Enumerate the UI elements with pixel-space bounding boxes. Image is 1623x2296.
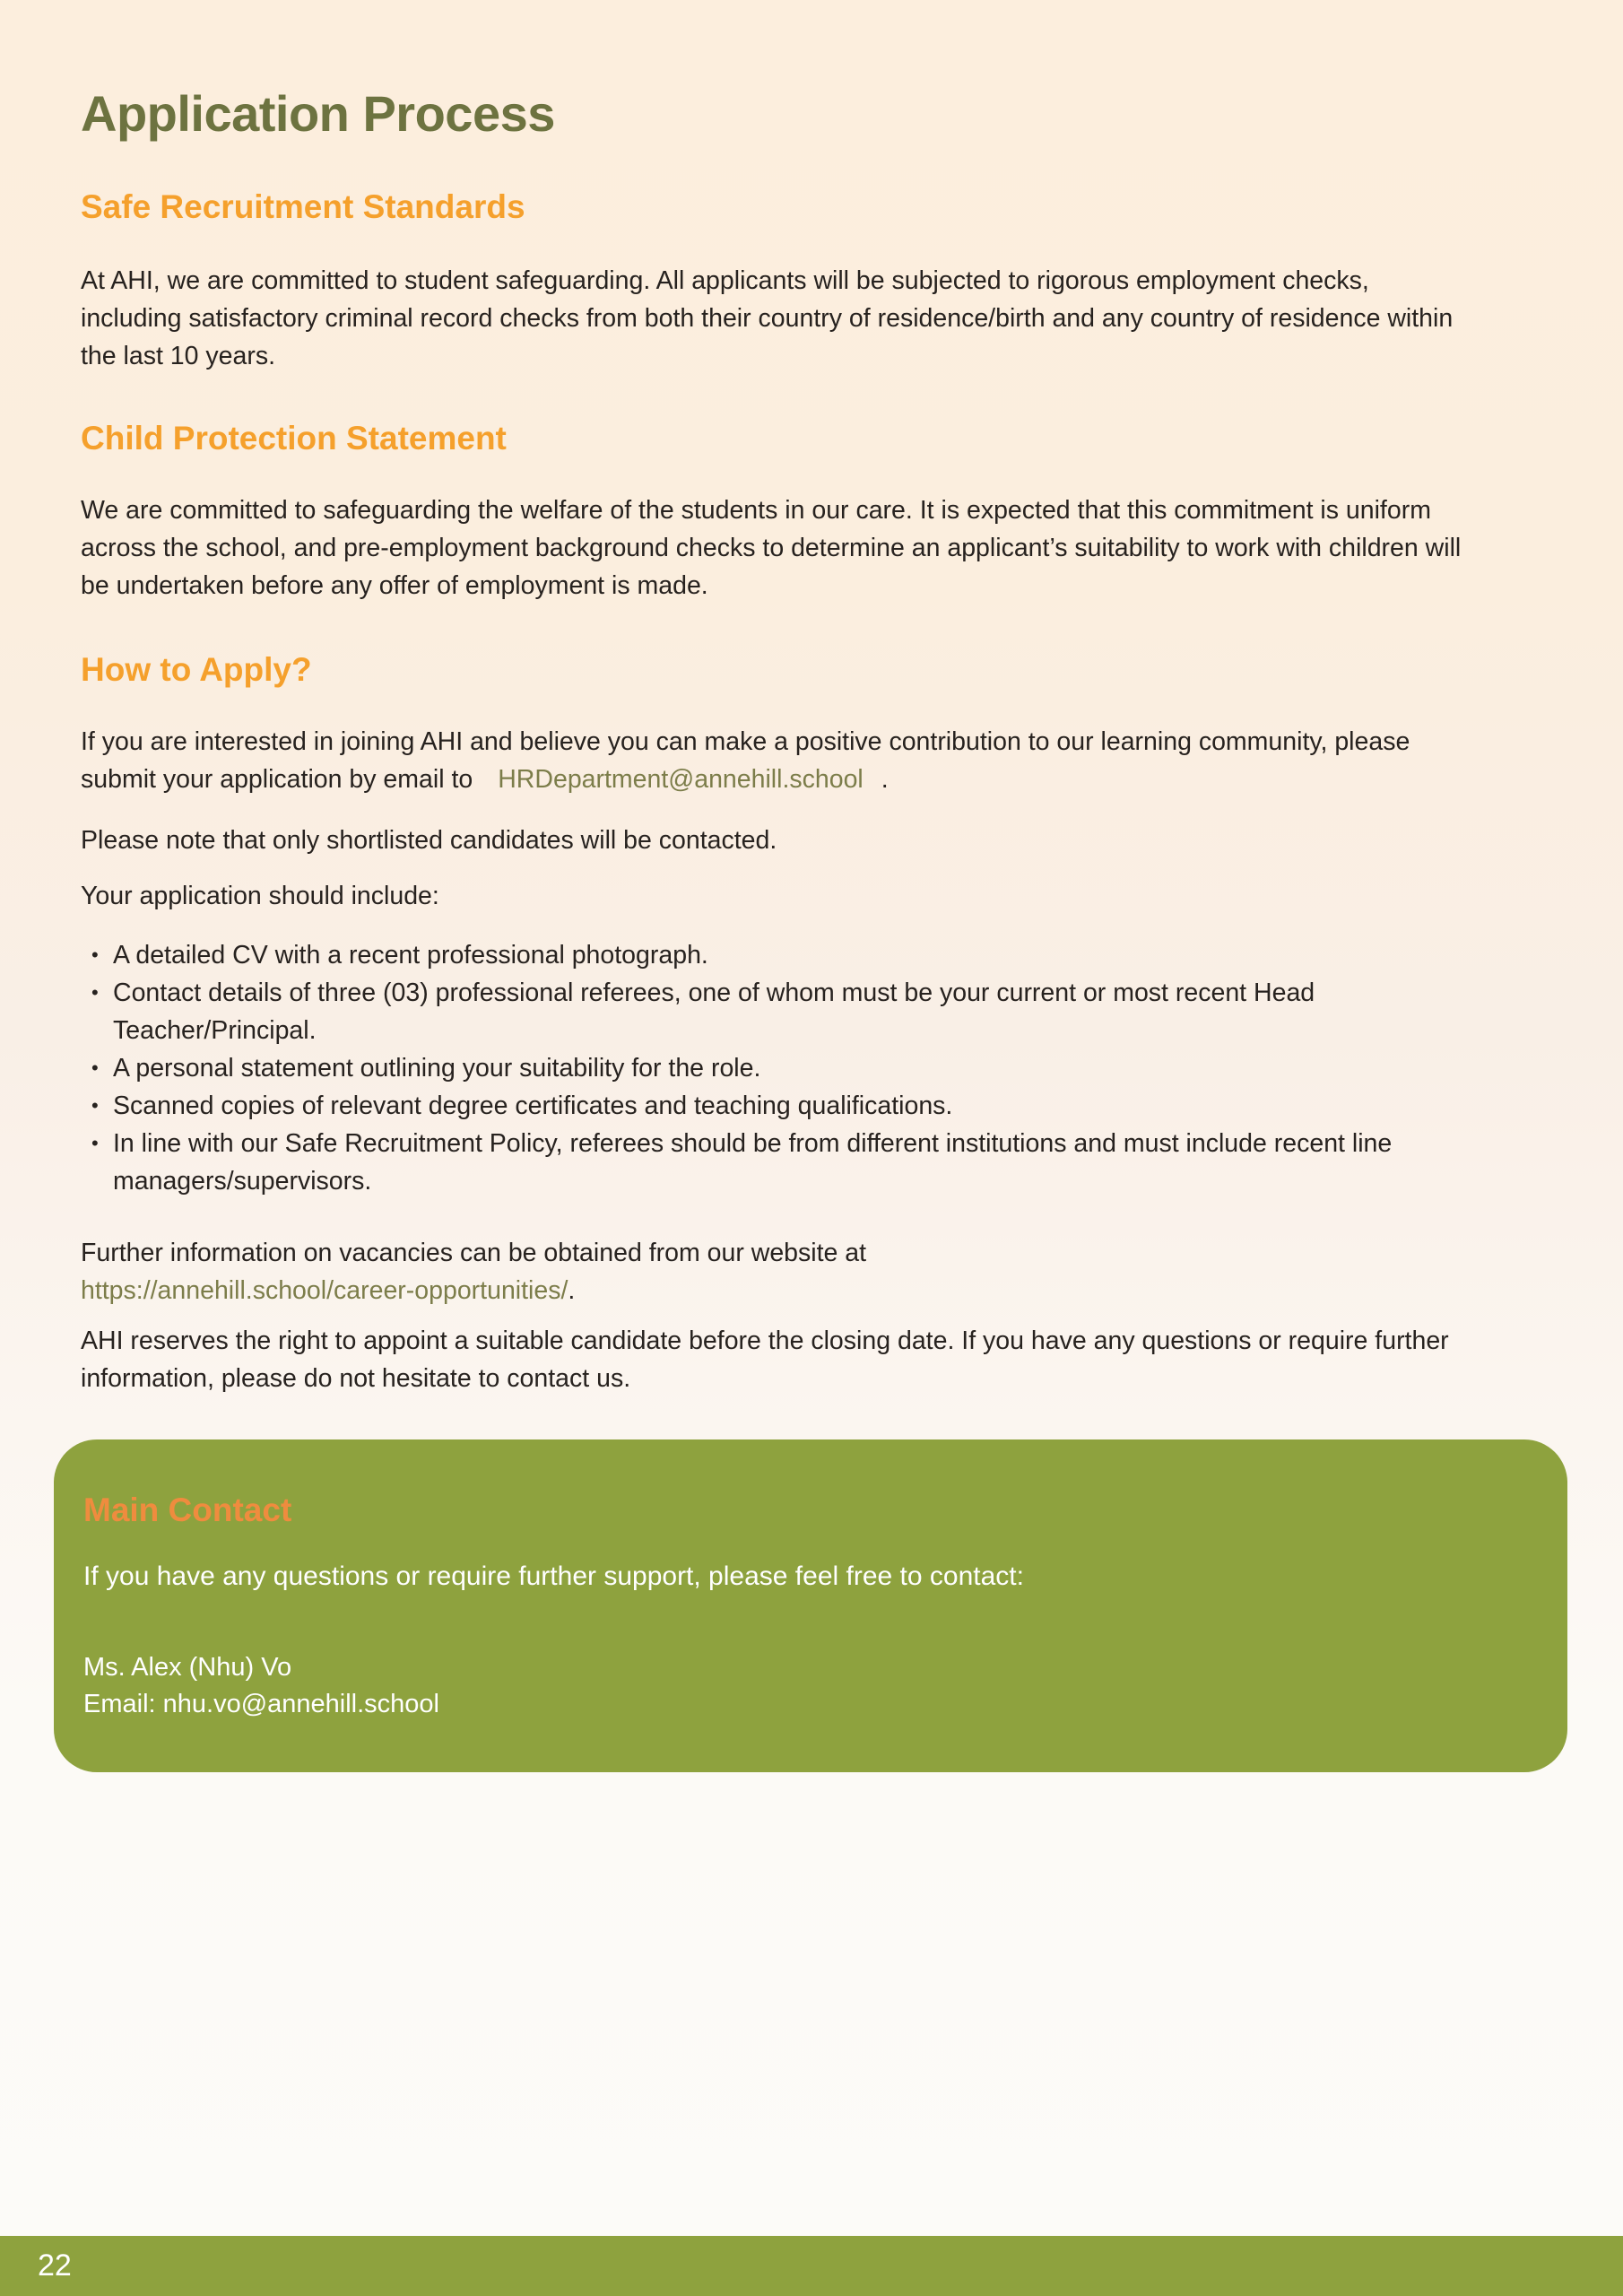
contact-details [83, 1649, 1514, 1723]
apply-intro-text: If you are interested in joining AHI and believe you can make a positive contribution to our learning community, please submit your application by email to [81, 727, 1410, 794]
requirement-cv: A detailed CV with a recent professional photograph. [113, 941, 708, 970]
requirement-referees: Contact details of three (03) professional referees, one of whom must be your current or most recent Head Teacher/Principal. [113, 978, 1315, 1045]
bullet-icon: • [91, 1094, 99, 1117]
main-contact-panel [54, 1439, 1567, 1772]
contact-email-line: Email: nhu.vo@annehill.school [83, 1690, 439, 1718]
paragraph-shortlist-note: Please note that only shortlisted candidates will be contacted. [81, 826, 777, 855]
page-number: 22 [38, 2248, 72, 2283]
careers-url-link[interactable]: https://annehill.school/career-opportunities/ [81, 1276, 568, 1305]
requirement-policy: In line with our Safe Recruitment Policy, referees should be from different institutions and must include recent line managers/supervisors. [113, 1129, 1393, 1196]
contact-intro-text: If you have any questions or require further support, please feel free to contact: [83, 1561, 1024, 1591]
paragraph-child-protection: We are committed to safeguarding the welfare of the students in our care. It is expected that this commitment is uniform across the school, and pre-employment background checks to determine an applicant’s suitability to work with children will be undertaken before any offer of employment is made. [81, 496, 1462, 600]
paragraph-closing: AHI reserves the right to appoint a suitable candidate before the closing date. If you have any questions or require further information, please do not hesitate to contact us. [81, 1326, 1449, 1393]
paragraph-further-info [81, 1234, 1469, 1309]
requirement-statement: A personal statement outlining your suitability for the role. [113, 1054, 761, 1083]
bullet-icon: • [91, 1057, 99, 1079]
apply-intro-period: . [881, 765, 889, 794]
heading-how-to-apply: How to Apply? [81, 651, 312, 688]
list-item [91, 1125, 1469, 1200]
list-item [91, 974, 1469, 1049]
bullet-icon: • [91, 1132, 99, 1154]
list-item [91, 1049, 1469, 1087]
bullet-icon: • [91, 981, 99, 1004]
further-info-text: Further information on vacancies can be obtained from our website at [81, 1239, 867, 1267]
list-item [91, 936, 1469, 974]
further-info-period: . [568, 1276, 576, 1305]
heading-safe-recruitment: Safe Recruitment Standards [81, 188, 525, 225]
bullet-icon: • [91, 944, 99, 966]
hr-email-link[interactable]: HRDepartment@annehill.school [498, 765, 864, 794]
page-title: Application Process [81, 85, 555, 142]
contact-person-name: Ms. Alex (Nhu) Vo [83, 1653, 292, 1682]
footer-bar [0, 2236, 1623, 2296]
paragraph-include-label: Your application should include: [81, 882, 439, 910]
heading-main-contact: Main Contact [83, 1492, 292, 1528]
application-requirements-list [81, 936, 1469, 1200]
list-item [91, 1087, 1469, 1125]
paragraph-apply-intro [81, 723, 1469, 798]
heading-child-protection: Child Protection Statement [81, 420, 507, 457]
paragraph-safe-recruitment: At AHI, we are committed to student safeguarding. All applicants will be subjected to rigorous employment checks, including satisfactory criminal record checks from both their country of residence/birth and any country of residence within the last 10 years. [81, 266, 1454, 370]
requirement-certificates: Scanned copies of relevant degree certificates and teaching qualifications. [113, 1091, 953, 1120]
